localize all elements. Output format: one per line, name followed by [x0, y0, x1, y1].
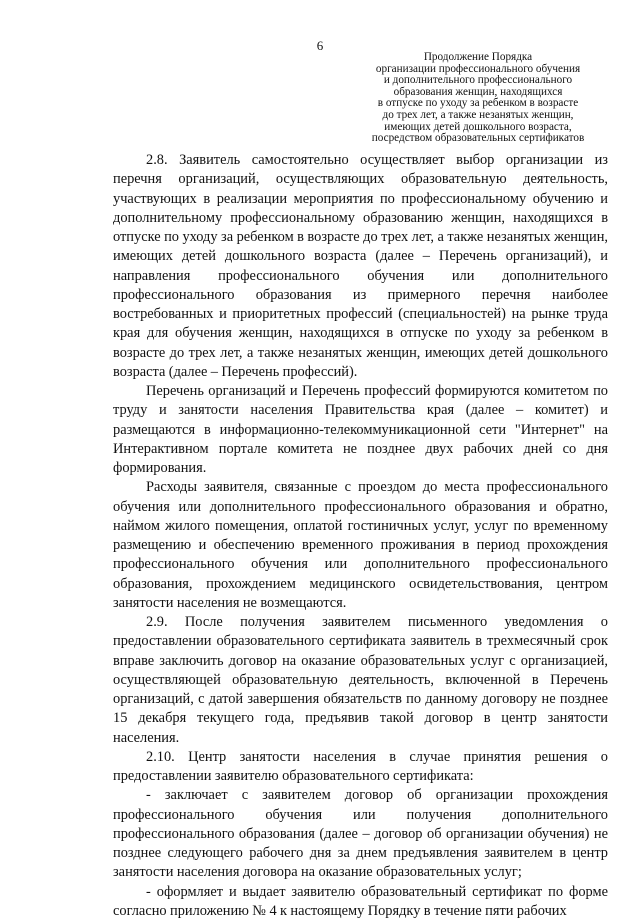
header-line: до трех лет, а также незанятых женщин,	[360, 110, 596, 122]
paragraph-2-8: 2.8. Заявитель самостоятельно осуществляет выбор организации из перечня организаций, осуществляющих образовательную деятельность, участвующих в реализации мероприятия по профессиональному обучению и дополнительному профессиональному образованию женщин, находящихся в отпуске по уходу за ребенком в возрасте до трех лет, а также незанятых женщин, имеющих детей дошкольного возраста (далее – Перечень организаций), и направления профессионального обучения или дополнительного профессионального образования из примерного перечня наиболее востребованных и приоритетных профессий (специальностей) на рынке труда края для обучения женщин, находящихся в отпуске по уходу за ребенком в возрасте до трех лет, а также незанятых женщин, имеющих детей дошкольного возраста (далее – Перечень профессий).	[113, 151, 608, 382]
paragraph-expenses: Расходы заявителя, связанные с проездом до места профессионального обучения или дополнительного профессионального образования и обратно, наймом жилого помещения, оплатой гостиничных услуг, услуг по временному размещению и обеспечению временного проживания в период прохождения профессионального обучения или дополнительного профессионального образования, прохождением медицинского освидетельствования, центром занятости населения не возмещаются.	[113, 478, 608, 613]
header-line: организации профессионального обучения	[360, 64, 596, 76]
header-line: в отпуске по уходу за ребенком в возрасте	[360, 98, 596, 110]
page-number: 6	[0, 39, 640, 53]
header-line: посредством образовательных сертификатов	[360, 133, 596, 145]
list-item-contract: - заключает с заявителем договор об организации прохождения профессионального обучения или получения дополнительного профессионального образования (далее – договор об организации обучения) не позднее следующего рабочего дня за днем предъявления заявителем в центр занятости населения договора на оказание образовательных услуг;	[113, 786, 608, 882]
header-line: имеющих детей дошкольного возраста,	[360, 122, 596, 134]
header-line: образования женщин, находящихся	[360, 87, 596, 99]
paragraph-lists: Перечень организаций и Перечень профессий формируются комитетом по труду и занятости населения Правительства края (далее – комитет) и размещаются в информационно-телекоммуникационной сети "Интернет" на Интерактивном портале комитета не позднее двух рабочих дней со дня формирования.	[113, 382, 608, 478]
list-item-certificate: - оформляет и выдает заявителю образовательный сертификат по форме согласно приложению № 4 к настоящему Порядку в течение пяти рабочих	[113, 883, 608, 921]
continuation-header	[360, 52, 596, 145]
document-body	[113, 151, 608, 921]
paragraph-2-10: 2.10. Центр занятости населения в случае принятия решения о предоставлении заявителю образовательного сертификата:	[113, 748, 608, 787]
paragraph-2-9: 2.9. После получения заявителем письменного уведомления о предоставлении образовательного сертификата заявитель в трехмесячный срок вправе заключить договор на оказание образовательных услуг с организацией, осуществляющей образовательную деятельность, включенной в Перечень организаций, с датой завершения обязательств по данному договору не позднее 15 декабря текущего года, предъявив такой договор в центр занятости населения.	[113, 613, 608, 748]
header-line: и дополнительного профессионального	[360, 75, 596, 87]
header-line: Продолжение Порядка	[360, 52, 596, 64]
